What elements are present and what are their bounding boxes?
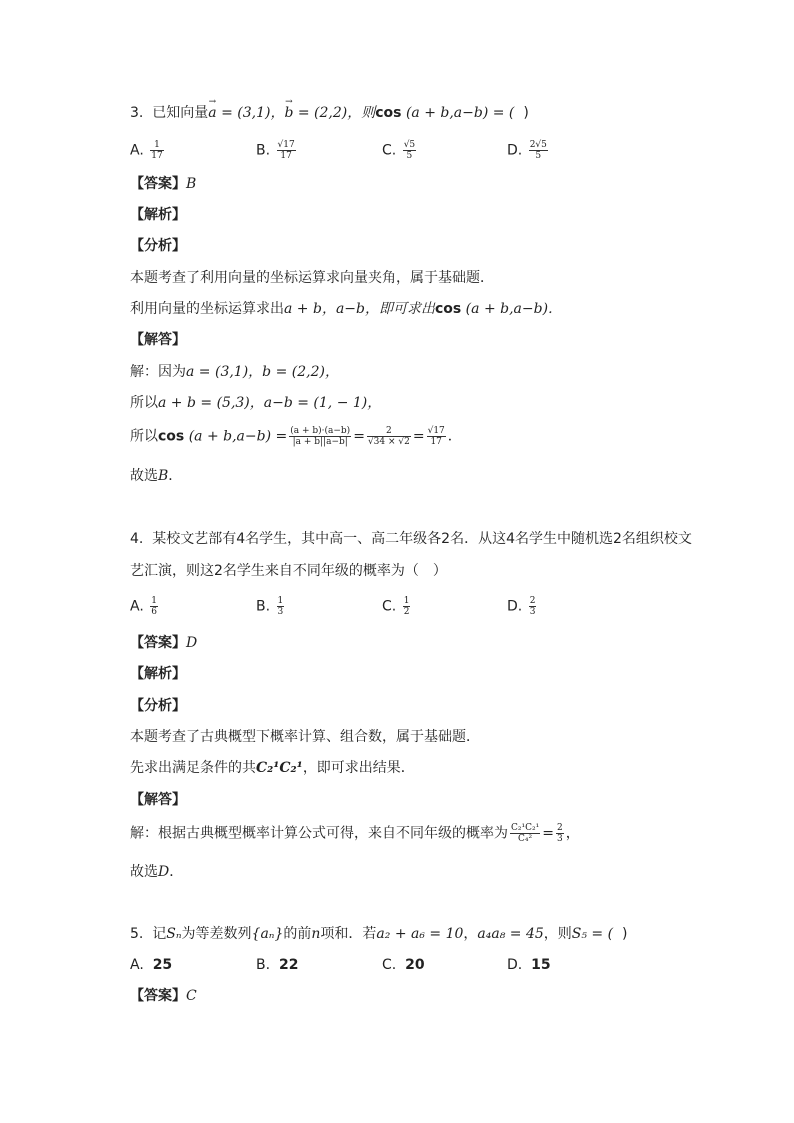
- q4-answer: 【答案】D: [130, 635, 198, 651]
- q4-jieda-heading: 【解答】: [130, 792, 186, 808]
- q5-option-a: A. 25: [130, 957, 173, 973]
- q5-answer: 【答案】C: [130, 988, 197, 1004]
- q4-fenxi-heading: 【分析】: [130, 698, 186, 714]
- q4-option-a: A. $\frac{1}{6}$: [130, 596, 157, 617]
- q3-solution-line4: 故选B．: [130, 468, 183, 484]
- q3-option-a: A. $\frac{1}{17}$: [130, 140, 163, 161]
- q4-solution-line1: 解：根据古典概型概率计算公式可得，来自不同年级的概率为 $\frac{\text{C₂¹C₂¹}}{\text{C₄²}}$ = $\frac{2}{3}$ ，: [130, 823, 580, 844]
- q3-option-c: C. $\frac{√5}{5}$: [382, 140, 416, 161]
- q4-solution-line2: 故选D．: [130, 864, 184, 880]
- q3-solution-line1: 解：因为a = (3,1)，b = (2,2)，: [130, 364, 339, 380]
- q4-option-d: D. $\frac{2}{3}$: [507, 596, 536, 617]
- q3-answer: 【答案】B: [130, 176, 197, 192]
- q3-fenxi-heading: 【分析】: [130, 238, 186, 254]
- q4-number: 4.: [130, 531, 144, 547]
- q3-fenxi-line1: 本题考查了利用向量的坐标运算求向量夹角，属于基础题．: [130, 270, 494, 286]
- q3-option-d: D. $\frac{2√5}{5}$: [507, 140, 547, 161]
- q4-option-b: B. $\frac{1}{3}$: [256, 596, 284, 617]
- q3-number: 3.: [130, 105, 144, 121]
- q3-stem: 3. 已知向量→ a = (3,1)，→ b = (2,2)，则cos (a + b,a−b) = ( ): [130, 103, 529, 123]
- q5-option-d: D. 15: [507, 957, 551, 973]
- q5-number: 5.: [130, 926, 144, 942]
- q4-stem-line1: 4. 某校文艺部有4名学生，其中高一、高二年级各2名．从这4名学生中随机选2名组织校文: [130, 531, 692, 547]
- q3-jieda-heading: 【解答】: [130, 332, 186, 348]
- q4-stem-line2: 艺汇演，则这2名学生来自不同年级的概率为（ ）: [130, 563, 447, 579]
- q4-jiexi-heading: 【解析】: [130, 666, 186, 682]
- q3-solution-line2: 所以a + b = (5,3)，a−b = (1, − 1)，: [130, 395, 382, 411]
- q5-stem: 5. 记Sₙ为等差数列{aₙ}的前n项和．若a₂ + a₆ = 10，a₄a₈ = 45，则S₅ = ( ): [130, 926, 628, 942]
- q4-fenxi-line2: 先求出满足条件的共C₂¹C₂¹，即可求出结果．: [130, 760, 415, 776]
- q3-solution-line3: 所以cos (a + b,a−b) = $\frac{(a + b)\cdot(a-b)}{|a + b||a-b|}$ = $\frac{2}{√34 \times √2}$ = $\frac{√17}{17}$ ．: [130, 426, 462, 447]
- q3-jiexi-heading: 【解析】: [130, 207, 186, 223]
- q3-option-b: B. $\frac{√17}{17}$: [256, 140, 295, 161]
- q3-fenxi-line2: 利用向量的坐标运算求出a + b，a−b，即可求出cos (a + b,a−b)．: [130, 301, 563, 317]
- q5-option-c: C. 20: [382, 957, 425, 973]
- q5-option-b: B. 22: [256, 957, 299, 973]
- q4-fenxi-line1: 本题考查了古典概型下概率计算、组合数，属于基础题．: [130, 729, 480, 745]
- q4-option-c: C. $\frac{1}{2}$: [382, 596, 410, 617]
